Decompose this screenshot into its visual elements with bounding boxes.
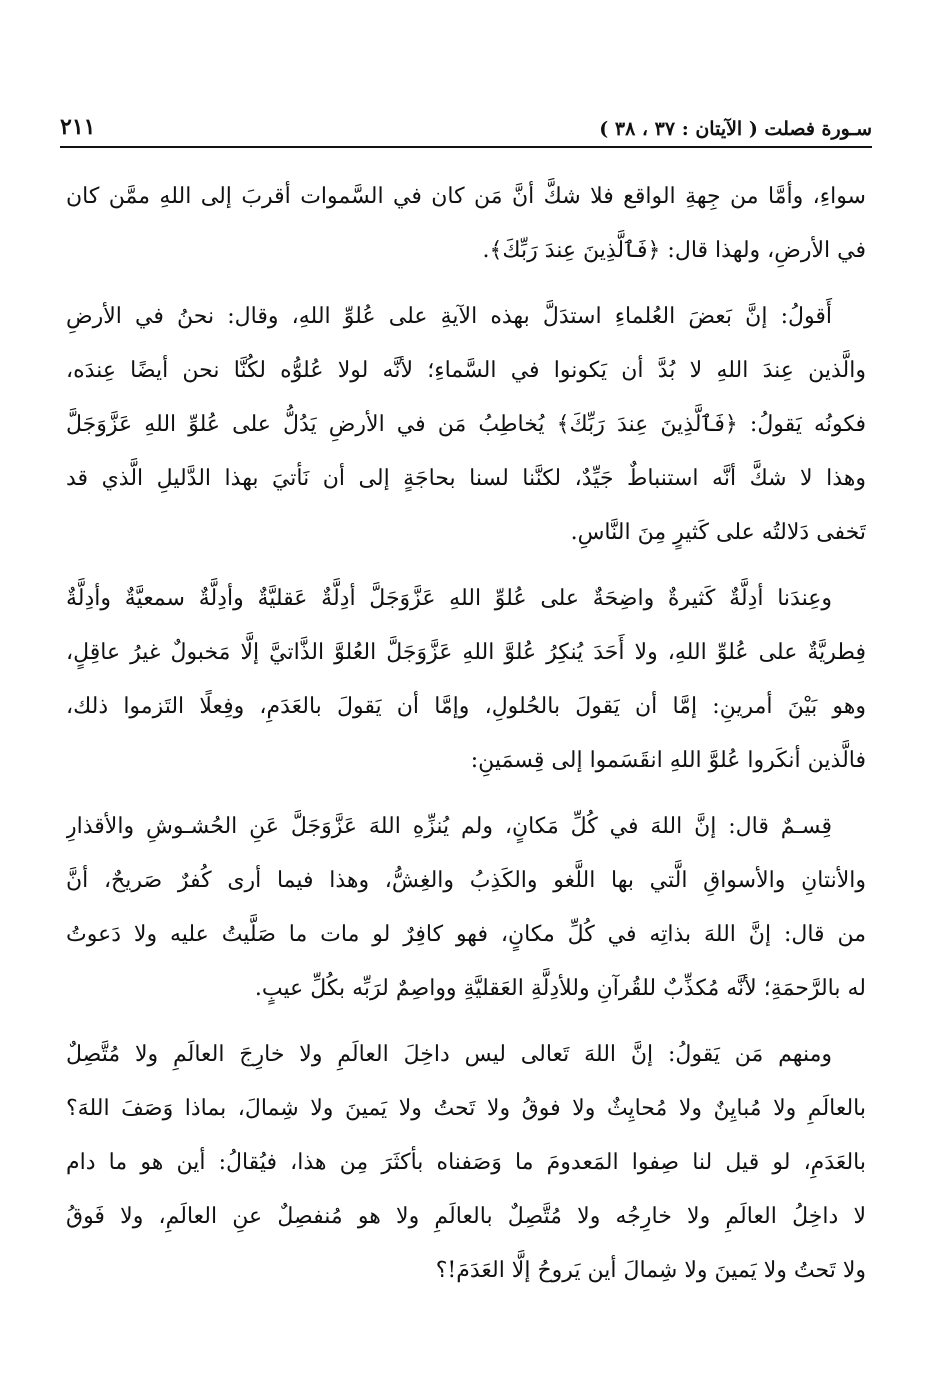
text-line: ولا تَحتُ ولا يَمينَ ولا شِمالَ أين يَروحُ إلَّا العَدَمَ!؟ [435, 1258, 866, 1283]
text-line: فكونُه يَقولُ: ﴿فَٱلَّذِينَ عِندَ رَبِّكَ﴾ يُخاطِبُ مَن في الأرضِ يَدُلُّ على عُلوِّ اللهِ عَزَّوَجَلَّ [66, 412, 866, 437]
text-line: قِسـمٌ قال: إنَّ اللهَ في كُلِّ مَكانٍ، ولم يُنزِّهِ اللهَ عَزَّوَجَلَّ عَنِ الحُشـوشِ والأقذارِ [66, 814, 832, 839]
paragraph-5 [66, 1028, 866, 1298]
page-body [66, 170, 866, 1310]
page-number: ٢١١ [60, 114, 96, 140]
text-line: من قال: إنَّ اللهَ بذاتِه في كُلِّ مكانٍ، فهو كافِرٌ لو مات ما صَلَّيتُ عليه ولا دَعوتُ [66, 922, 866, 947]
text-line: وهذا لا شكَّ أنَّه استنباطٌ جَيِّدٌ، لكنَّنا لسنا بحاجَةٍ إلى أن نَأتيَ بهذا الدَّليلِ الَّذي قد [66, 466, 866, 491]
text-line: فِطريَّةٌ على عُلوِّ اللهِ، ولا أَحَدَ يُنكِرُ عُلوَّ اللهِ عَزَّوَجَلَّ العُلوَّ الذَّاتيَّ إلَّا مَخبولٌ غيرُ عاقِلٍ، [66, 640, 866, 665]
text-line: بالعَدَمِ، لو قيل لنا صِفوا المَعدومَ ما وَصَفناه بأكثَرَ مِن هذا، فيُقالُ: أين هو ما دام [66, 1150, 866, 1175]
header-divider [60, 146, 872, 148]
text-line: لا داخِلُ العالَمِ ولا خارِجُه ولا مُتَّصِلٌ بالعالَمِ ولا هو مُنفصِلٌ عنِ العالَمِ، ولا فَوقُ [66, 1204, 866, 1229]
text-line: تَخفى دَلالتُه على كَثيرٍ مِنَ النَّاسِ. [570, 520, 866, 545]
text-line: ومنهم مَن يَقولُ: إنَّ اللهَ تَعالى ليس داخِلَ العالَمِ ولا خارِجَ العالَمِ ولا مُتَّصِلٌ [66, 1042, 832, 1067]
text-line: بالعالَمِ ولا مُبايِنٌ ولا مُحايِثٌ ولا فوقُ ولا تَحتُ ولا يَمينَ ولا شِمالَ، بماذا وَصَفَ اللهَ؟ [66, 1096, 866, 1121]
text-line: وعِندَنا أدِلَّةٌ كَثيرةٌ واضِحَةٌ على عُلوِّ اللهِ عَزَّوَجَلَّ أدِلَّةٌ عَقليَّةٌ وأدِلَّةٌ سمعيَّةٌ وأدِلَّةٌ [66, 586, 832, 611]
paragraph-1 [66, 170, 866, 278]
text-line: والَّذين عِندَ اللهِ لا بُدَّ أن يَكونوا في السَّماءِ؛ لأنَّه لولا عُلوُّه لكُنَّا نحن أيضًا عِندَه، [66, 358, 866, 383]
text-line: له بالرَّحمَةِ؛ لأنَّه مُكذِّبٌ للقُرآنِ وللأدِلَّةِ العَقليَّةِ وواصِمٌ لرَبِّه بكُلِّ عيبٍ. [254, 976, 866, 1001]
text-line: أَقولُ: إنَّ بَعضَ العُلماءِ استدَلَّ بهذه الآيةِ على عُلوِّ اللهِ، وقال: نحنُ في الأرضِ [66, 304, 832, 329]
paragraph-2 [66, 290, 866, 560]
text-line: وهو بَيْنَ أمرينِ: إمَّا أن يَقولَ بالحُلولِ، وإمَّا أن يَقولَ بالعَدَمِ، وفِعلًا التَزموا ذلك، [66, 694, 866, 719]
text-line: والأنتانِ والأسواقِ الَّتي بها اللَّغو والكَذِبُ والغِشُّ، وهذا فيما أرى كُفرٌ صَريحٌ، أنَّ [66, 868, 866, 893]
text-line: سواءِ، وأمَّا من جِهةِ الواقع فلا شكَّ أنَّ مَن كان في السَّموات أقربَ إلى اللهِ ممَّن كان [66, 184, 866, 209]
paragraph-3 [66, 572, 866, 788]
text-line: في الأرضِ، ولهذا قال: ﴿فَٱلَّذِينَ عِندَ رَبِّكَ﴾. [482, 238, 866, 263]
text-line: فالَّذين أنكَروا عُلوَّ اللهِ انقَسَموا إلى قِسمَينِ: [470, 748, 866, 773]
surah-title: سـورة فصلت ( الآيتان : ٣٧ ، ٣٨ ) [599, 118, 872, 140]
page-header [60, 100, 872, 140]
paragraph-4 [66, 800, 866, 1016]
